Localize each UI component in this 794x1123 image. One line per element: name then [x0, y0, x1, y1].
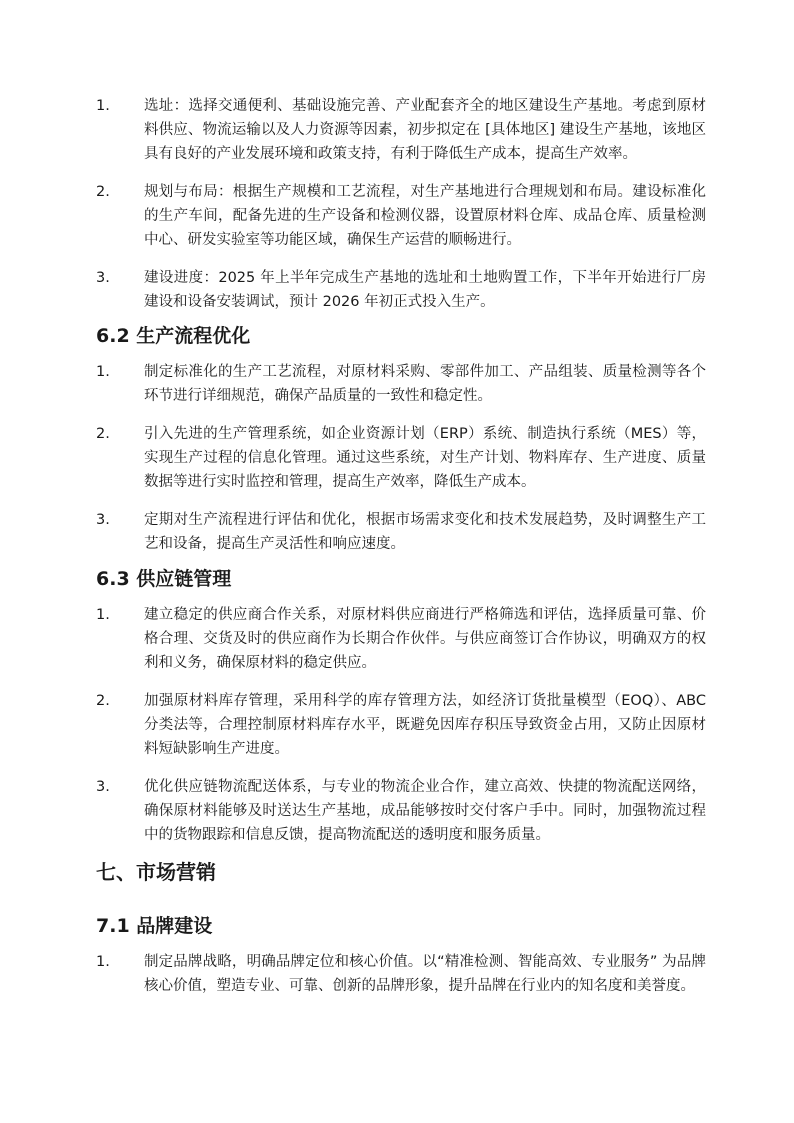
list-item — [96, 508, 706, 556]
list-item-text: 选址：选择交通便利、基础设施完善、产业配套齐全的地区建设生产基地。考虑到原材料供应、物流运输以及人力资源等因素，初步拟定在 [具体地区] 建设生产基地，该地区具有良好的产业发展环境和政策支持，有利于降低生产成本，提高生产效率。 — [144, 98, 706, 162]
list-item-text: 规划与布局：根据生产规模和工艺流程，对生产基地进行合理规划和布局。建设标准化的生产车间，配备先进的生产设备和检测仪器，设置原材料仓库、成品仓库、质量检测中心、研发实验室等功能区域，确保生产运营的顺畅进行。 — [144, 184, 706, 248]
list-number: 1. — [96, 98, 110, 114]
list-item — [96, 603, 706, 675]
list-number: 1. — [96, 364, 110, 380]
list-item — [96, 950, 706, 998]
list-item-text: 制定品牌战略，明确品牌定位和核心价值。以“精准检测、智能高效、专业服务” 为品牌核心价值，塑造专业、可靠、创新的品牌形象，提升品牌在行业内的知名度和美誉度。 — [144, 954, 706, 994]
list-item — [96, 360, 706, 408]
list-item — [96, 94, 706, 166]
list-item-text: 建设进度：2025 年上半年完成生产基地的选址和土地购置工作，下半年开始进行厂房建设和设备安装调试，预计 2026 年初正式投入生产。 — [144, 270, 706, 310]
supply-chain-list — [96, 603, 706, 847]
section-heading-6-3: 6.3 供应链管理 — [96, 568, 232, 590]
section-heading-6-2: 6.2 生产流程优化 — [96, 325, 251, 347]
section-heading-7-1: 7.1 品牌建设 — [96, 915, 213, 937]
list-number: 1. — [96, 607, 110, 623]
brand-building-list — [96, 950, 706, 998]
list-item-text: 优化供应链物流配送体系，与专业的物流企业合作，建立高效、快捷的物流配送网络，确保原材料能够及时送达生产基地，成品能够按时交付客户手中。同时，加强物流过程中的货物跟踪和信息反馈，提高物流配送的透明度和服务质量。 — [144, 779, 706, 843]
list-item-text: 加强原材料库存管理，采用科学的库存管理方法，如经济订货批量模型（EOQ）、ABC 分类法等，合理控制原材料库存水平，既避免因库存积压导致资金占用，又防止因原材料短缺影响生产进度。 — [144, 693, 706, 757]
list-number: 2. — [96, 184, 110, 200]
list-item-text: 定期对生产流程进行评估和优化，根据市场需求变化和技术发展趋势，及时调整生产工艺和设备，提高生产灵活性和响应速度。 — [144, 512, 706, 552]
list-number: 2. — [96, 426, 110, 442]
list-number: 3. — [96, 512, 110, 528]
list-item-text: 制定标准化的生产工艺流程，对原材料采购、零部件加工、产品组装、质量检测等各个环节进行详细规范，确保产品质量的一致性和稳定性。 — [144, 364, 706, 404]
list-number: 2. — [96, 693, 110, 709]
list-item — [96, 422, 706, 494]
list-number: 1. — [96, 954, 110, 970]
list-item-text: 引入先进的生产管理系统，如企业资源计划（ERP）系统、制造执行系统（MES）等，实现生产过程的信息化管理。通过这些系统，对生产计划、物料库存、生产进度、质量数据等进行实时监控和管理，提高生产效率，降低生产成本。 — [144, 426, 706, 490]
chapter-heading-7: 七、市场营销 — [96, 860, 216, 884]
list-number: 3. — [96, 779, 110, 795]
list-item — [96, 266, 706, 314]
list-item — [96, 180, 706, 252]
list-number: 3. — [96, 270, 110, 286]
list-item — [96, 775, 706, 847]
production-process-list — [96, 360, 706, 556]
site-planning-list — [96, 94, 706, 314]
list-item — [96, 689, 706, 761]
list-item-text: 建立稳定的供应商合作关系，对原材料供应商进行严格筛选和评估，选择质量可靠、价格合理、交货及时的供应商作为长期合作伙伴。与供应商签订合作协议，明确双方的权利和义务，确保原材料的稳定供应。 — [144, 607, 706, 671]
